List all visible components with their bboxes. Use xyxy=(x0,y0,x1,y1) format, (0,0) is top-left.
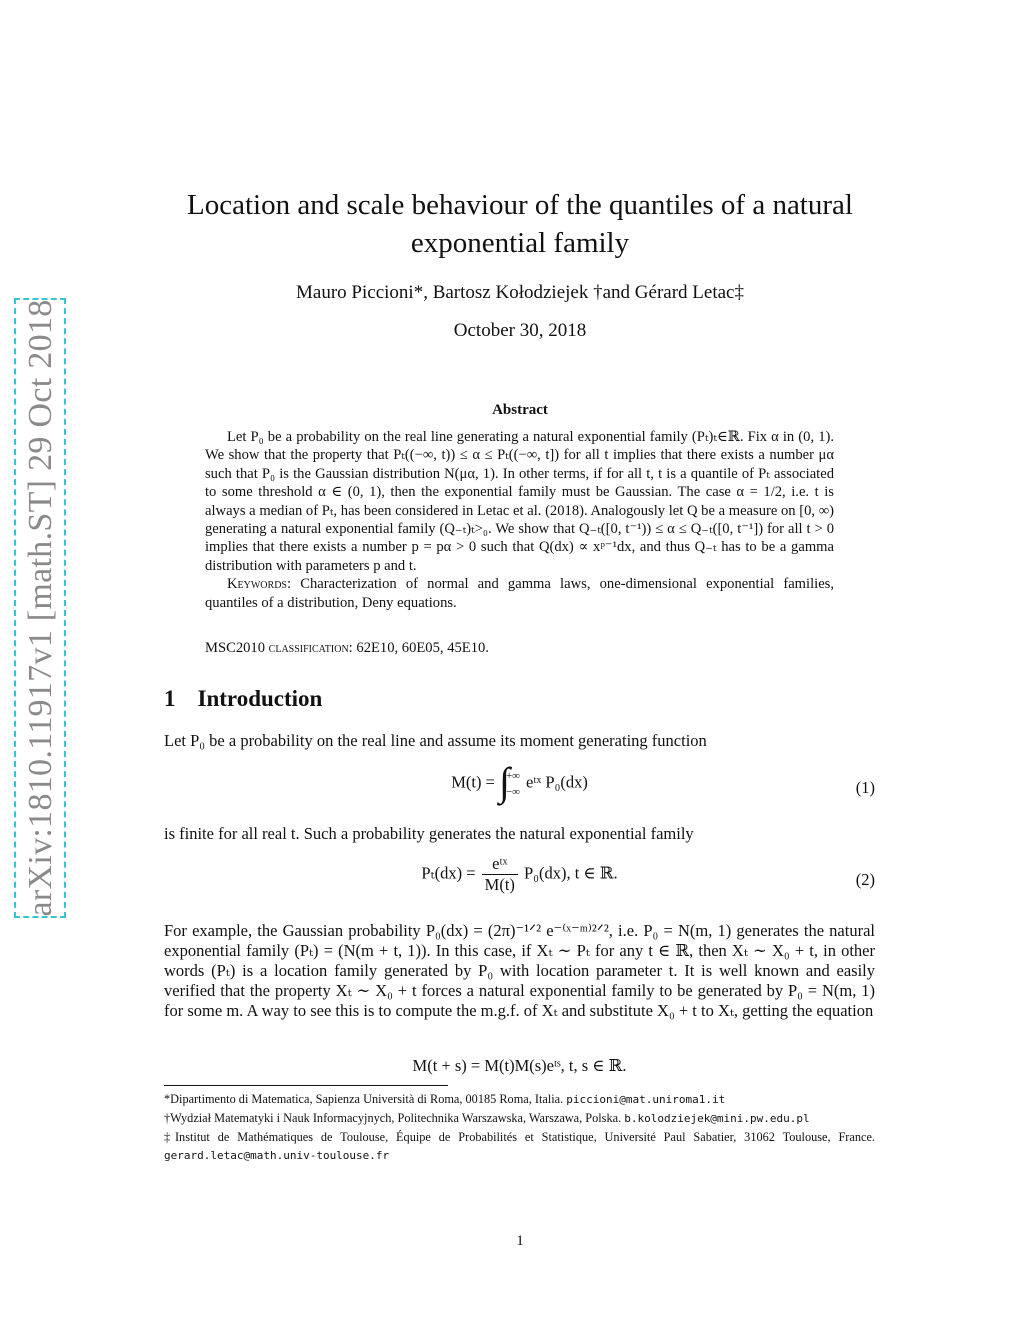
equation-3 xyxy=(164,1056,875,1078)
eq1-lower-limit: −∞ xyxy=(505,785,521,798)
keywords-label: Keywords: xyxy=(227,576,292,593)
paragraph-1 xyxy=(164,731,875,751)
title-line-1: Location and scale behaviour of the quantiles of a natural xyxy=(187,189,853,221)
abstract-heading: Abstract xyxy=(492,402,548,418)
email-kolodziejek[interactable]: b.kolodziejek@mini.pw.edu.pl xyxy=(624,1112,810,1125)
eq1-number: (1) xyxy=(855,778,875,797)
msc-classification xyxy=(205,640,834,657)
paragraph-1-text: Let P₀ be a probability on the real line and assume its moment generating function xyxy=(164,731,707,750)
paper-date: October 30, 2018 xyxy=(453,320,587,341)
footnote-3 xyxy=(164,1128,875,1165)
eq2-fraction xyxy=(482,854,518,895)
email-letac[interactable]: gerard.letac@math.univ-toulouse.fr xyxy=(164,1149,390,1162)
page-number: 1 xyxy=(516,1233,524,1249)
msc-codes: 62E10, 60E05, 45E10. xyxy=(356,640,489,656)
eq1-upper-limit: +∞ xyxy=(505,769,521,782)
section-heading xyxy=(164,686,322,712)
footnote-1-text: *Dipartimento di Matematica, Sapienza Università di Roma, 00185 Roma, Italia. xyxy=(164,1092,564,1106)
abstract-paragraph: Let P₀ be a probability on the real line generating a natural exponential family (Pₜ)ₜ∈ℝ. Fix α in (0, 1). We show that the property that Pₜ((−∞, t)) ≤ α ≤ Pₜ((−∞, t]) for all t implies that there exists a number μα such that P₀ is the Gaussian distribution N(μα, 1). In other terms, if for all t, t is a quantile of Pₜ associated to some threshold α ∈ (0, 1), then the exponential family must be Gaussian. The case α = 1/2, i.e. t is always a median of Pₜ, has been considered in Letac et al. (2018). Analogously let Q be a measure on [0, ∞) generating a natural exponential family (Q₋ₜ)ₜ>₀. We show that Q₋ₜ([0, t⁻¹)) ≤ α ≤ Q₋ₜ([0, t⁻¹]) for all t > 0 implies that there exists a number p = pα > 0 such that Q(dx) ∝ xᵖ⁻¹dx, and thus Q₋ₜ has to be a gamma distribution with parameters p and t. xyxy=(205,429,834,574)
arxiv-identifier: arXiv:1810.11917v1 [math.ST] 29 Oct 2018 xyxy=(22,299,59,917)
eq2-numerator: eᵗˣ xyxy=(482,854,518,875)
footnote-1 xyxy=(164,1090,875,1109)
keywords-line xyxy=(205,575,834,612)
eq1-rhs: eᵗˣ P₀(dx) xyxy=(526,772,588,792)
paragraph-3 xyxy=(164,921,875,1021)
paragraph-2-text: is finite for all real t. Such a probability generates the natural exponential family xyxy=(164,824,694,843)
email-piccioni[interactable]: piccioni@mat.uniroma1.it xyxy=(566,1093,726,1106)
footnote-rule xyxy=(164,1085,448,1086)
eq3-text: M(t + s) = M(t)M(s)eᵗˢ, t, s ∈ ℝ. xyxy=(412,1056,627,1075)
paragraph-2 xyxy=(164,824,875,844)
footnotes xyxy=(164,1090,875,1165)
section-number: 1 xyxy=(164,686,176,711)
paragraph-3-text: For example, the Gaussian probability P₀(dx) = (2π)⁻¹ᐟ² e⁻⁽ˣ⁻ᵐ⁾²ᐟ², i.e. P₀ = N(m, 1) generates the natural exponential family (Pₜ) = (N(m + t, 1)). In this case, if Xₜ ∼ Pₜ for any t ∈ ℝ, then Xₜ ∼ X₀ + t, in other words (Pₜ) is a location family generated by P₀ with location parameter t. It is well known and easily verified that the property Xₜ ∼ X₀ + t forces a natural exponential family to be generated by P₀ = N(m, 1) for some m. A way to see this is to compute the m.g.f. of Xₜ and substitute X₀ + t to Xₜ, getting the equation xyxy=(164,921,875,1020)
eq2-rhs: P₀(dx), t ∈ ℝ. xyxy=(524,863,618,883)
author-list: Mauro Piccioni*, Bartosz Kołodziejek †and Gérard Letac‡ xyxy=(296,282,744,303)
integral-sign-icon: ∫ xyxy=(499,759,510,804)
title-line-2: exponential family xyxy=(410,227,630,259)
abstract-body xyxy=(205,428,834,612)
footnote-2-text: †Wydział Matematyki i Nauk Informacyjnych, Politechnika Warszawska, Warszawa, Polska. xyxy=(164,1111,622,1125)
footnote-3-text: ‡Institut de Mathématiques de Toulouse, Équipe de Probabilités et Statistique, Université Paul Sabatier, 31062 Toulouse, France. xyxy=(164,1130,875,1144)
paper-title xyxy=(150,186,890,262)
keywords-text: Characterization of normal and gamma laws, one-dimensional exponential families, quantiles of a distribution, Deny equations. xyxy=(205,576,834,611)
eq2-denominator: M(t) xyxy=(484,875,515,894)
msc-label: MSC2010 classification: xyxy=(205,640,353,656)
eq1-lhs: M(t) = xyxy=(451,772,495,792)
section-title: Introduction xyxy=(197,686,323,711)
equation-1 xyxy=(164,760,875,816)
footnote-2 xyxy=(164,1109,875,1128)
eq2-lhs: Pₜ(dx) = xyxy=(421,863,476,883)
eq2-number: (2) xyxy=(855,870,875,889)
equation-2 xyxy=(164,854,875,906)
